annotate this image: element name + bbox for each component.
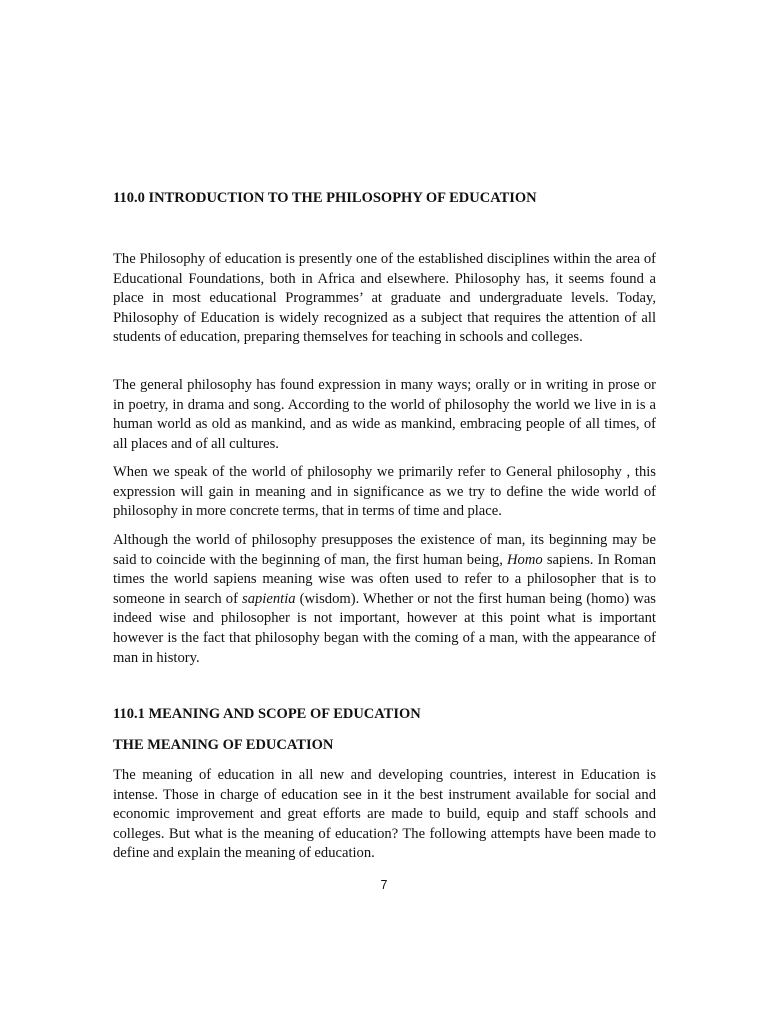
subsection-heading-meaning: THE MEANING OF EDUCATION <box>113 737 334 753</box>
paragraph-intro-4-homo: Homo <box>507 551 543 568</box>
paragraph-intro-3: When we speak of the world of philosophy we primarily refer to General philosophy , this expression will gain in meaning and in significance as we try to define the wide world of philosophy in more concrete terms, that in terms of time and place. <box>113 464 656 520</box>
paragraph-intro-4-part3: (wisdom). Whether or not the first human being (homo) was indeed wise and philosopher is not important, however at this point what is important however is the fact that philosophy began with the coming of a man, with the appearance of man in history. <box>113 590 656 666</box>
paragraph-meaning: The meaning of education in all new and developing countries, interest in Education is intense. Those in charge of education see in it the best instrument available for social and economic improvement and great efforts are made to build, equip and staff schools and colleges. But what is the meaning of education? The following attempts have been made to define and explain the meaning of education. <box>113 767 656 862</box>
section-heading-introduction: 110.0 INTRODUCTION TO THE PHILOSOPHY OF EDUCATION <box>113 190 537 206</box>
section-heading-meaning-scope: 110.1 MEANING AND SCOPE OF EDUCATION <box>113 706 421 722</box>
paragraph-intro-4-sapientia: sapientia <box>242 590 296 607</box>
paragraph-intro-4-part2: sapiens. In Roman times the world sapiens meaning wise was often used to refer to a philosopher that is to someone in search of <box>113 551 656 607</box>
paragraph-intro-4-part1: Although the world of philosophy presupposes the existence of man, its beginning may be said to coincide with the beginning of man, the first human being, <box>113 532 656 568</box>
paragraph-intro-2: The general philosophy has found expression in many ways; orally or in writing in prose or in poetry, in drama and song. According to the world of philosophy the world we live in is a human world as old as mankind, and as wide as mankind, embracing people of all times, of all places and of all cultures. <box>113 377 656 452</box>
paragraph-intro-1: The Philosophy of education is presently one of the established disciplines within the area of Educational Foundations, both in Africa and elsewhere. Philosophy has, it seems found a place in most educational Programmes’ at graduate and undergraduate levels. Today, Philosophy of Education is widely recognized as a subject that requires the attention of all students of education, preparing themselves for teaching in schools and colleges. <box>113 251 656 346</box>
page-number: 7 <box>380 878 388 892</box>
paragraph-intro-4 <box>113 531 656 668</box>
